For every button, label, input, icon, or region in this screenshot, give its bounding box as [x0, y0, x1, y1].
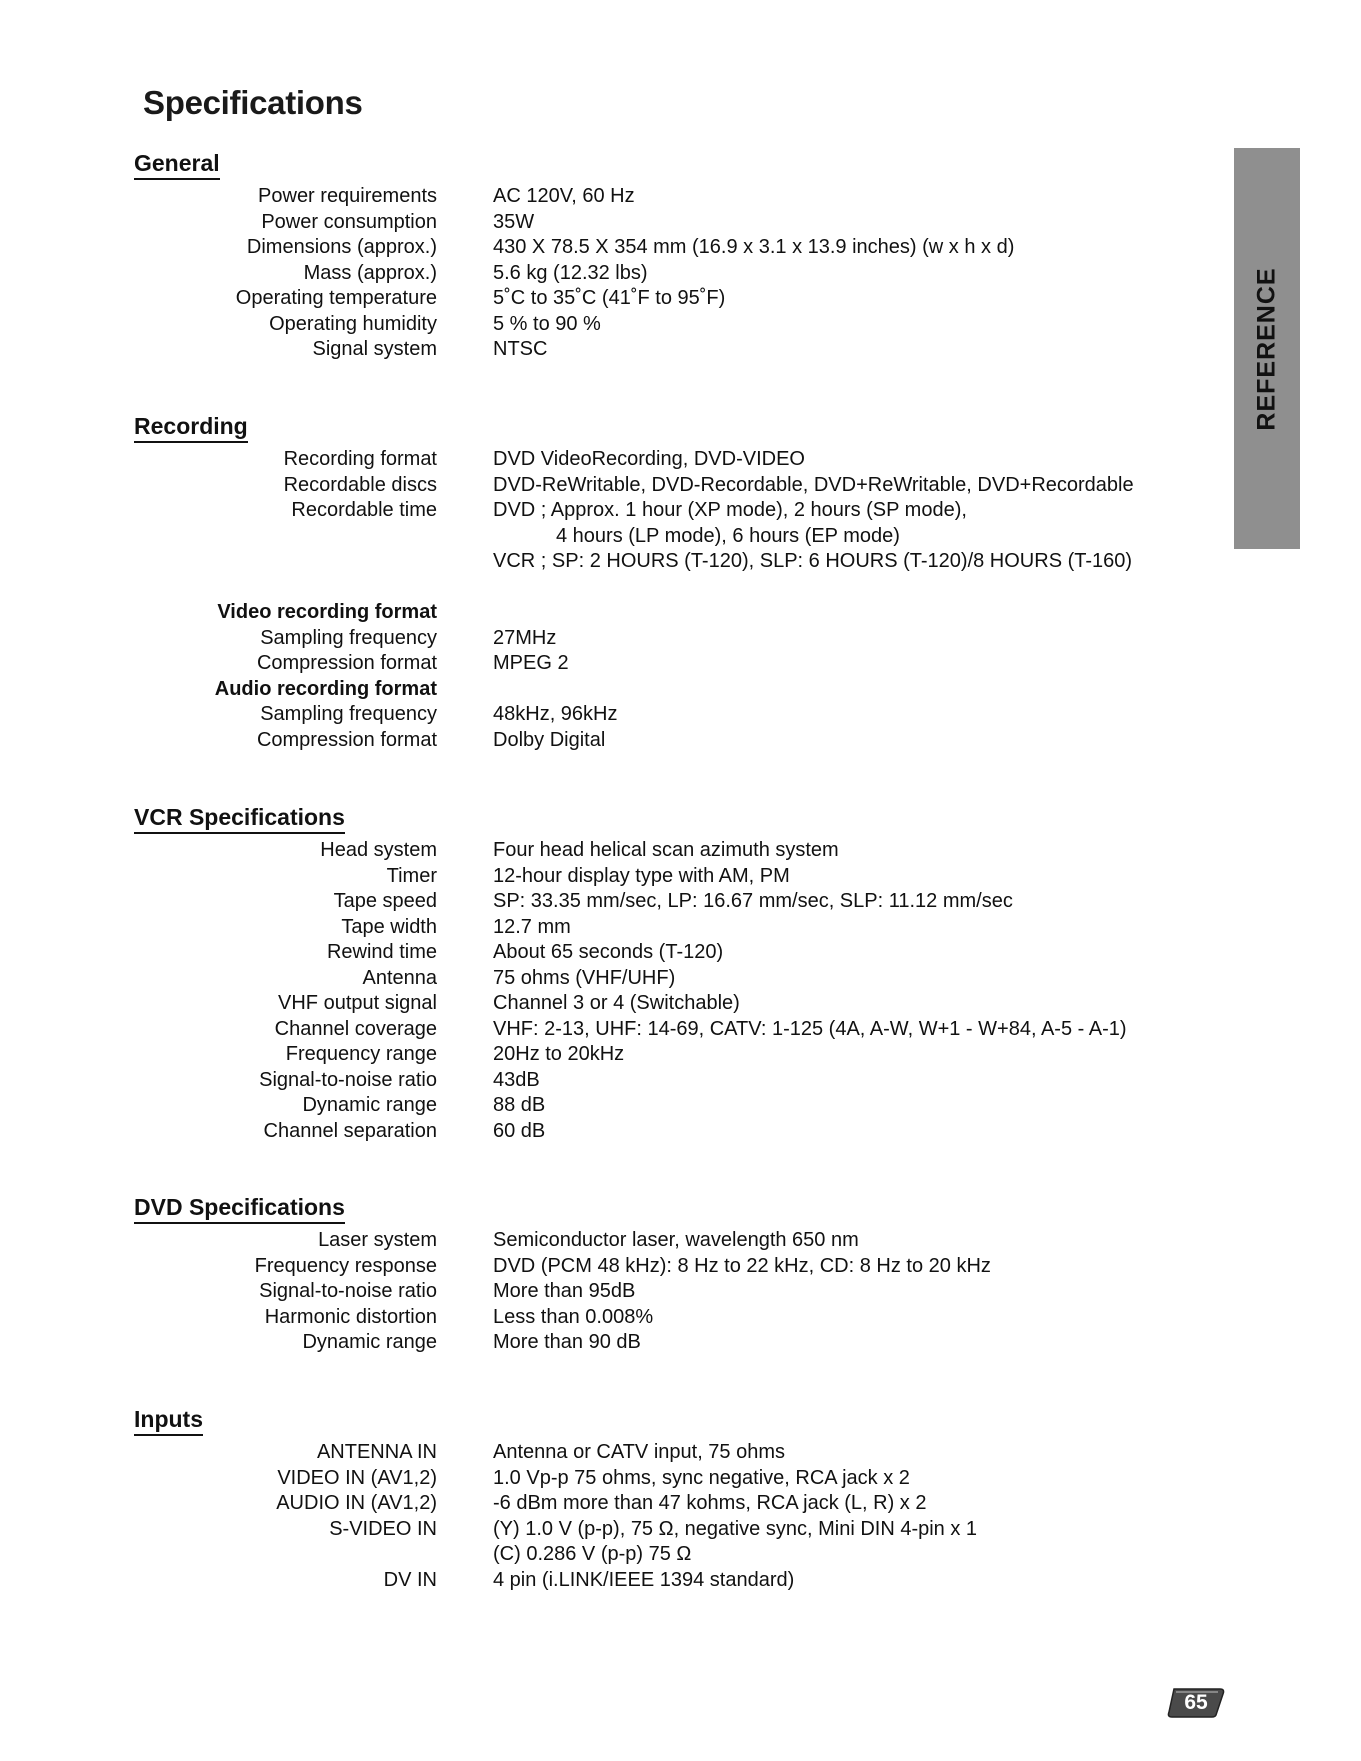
spec-label: Frequency range: [285, 1043, 437, 1065]
spec-row: [0, 991, 1230, 1017]
side-tab-label: REFERENCE: [1252, 266, 1281, 431]
spec-row: [0, 966, 1230, 992]
spec-table-recording-formats: [0, 600, 1230, 753]
spec-label: Harmonic distortion: [264, 1305, 437, 1328]
spec-label: Dynamic range: [302, 1094, 437, 1116]
spec-row: [0, 1491, 1230, 1517]
spec-value: Antenna or CATV input, 75 ohms: [493, 1441, 786, 1463]
spec-value: 12-hour display type with AM, PM: [493, 864, 790, 887]
spec-value: DVD (PCM 48 kHz): 8 Hz to 22 kHz, CD: 8 Hz to 20 kHz: [493, 1254, 991, 1277]
spec-label: Sampling frequency: [260, 626, 437, 649]
spec-label: VIDEO IN (AV1,2): [277, 1466, 437, 1489]
spec-row: [0, 940, 1230, 966]
spec-row: [0, 498, 1230, 524]
spec-value: NTSC: [493, 338, 548, 360]
spec-row: [0, 261, 1230, 287]
spec-row: [0, 677, 1230, 703]
spec-value: Dolby Digital: [493, 728, 606, 751]
spec-label: Operating temperature: [235, 287, 437, 309]
spec-label: Antenna: [362, 966, 437, 989]
spec-value: 5 % to 90 %: [493, 312, 601, 335]
side-tab-reference: [1234, 148, 1300, 549]
spec-value: (C) 0.286 V (p-p) 75 Ω: [493, 1543, 692, 1565]
spec-label: Tape speed: [333, 890, 437, 912]
spec-row: [0, 702, 1230, 728]
spec-label: S-VIDEO IN: [329, 1517, 437, 1540]
spec-row: [0, 915, 1230, 941]
spec-label: Signal-to-noise ratio: [259, 1068, 437, 1091]
spec-row: [0, 312, 1230, 338]
spec-row: [0, 651, 1230, 677]
spec-value: More than 90 dB: [493, 1331, 641, 1353]
spec-row: [0, 1119, 1230, 1145]
spec-value: Semiconductor laser, wavelength 650 nm: [493, 1229, 859, 1251]
spec-value: 75 ohms (VHF/UHF): [493, 966, 676, 989]
spec-label: Compression format: [256, 652, 437, 674]
section-heading-dvd: DVD Specifications: [134, 1192, 345, 1224]
section-heading-general: General: [134, 148, 220, 180]
spec-value: 27MHz: [493, 626, 557, 649]
spec-row: [0, 1228, 1230, 1254]
spec-subheading: Audio recording format: [214, 677, 437, 700]
spec-value: More than 95dB: [493, 1280, 636, 1302]
spec-value: 35W: [493, 210, 535, 233]
spec-value: 88 dB: [493, 1094, 546, 1116]
section-heading-vcr: VCR Specifications: [134, 802, 345, 834]
spec-row: [0, 1440, 1230, 1466]
spec-value: 5˚C to 35˚C (41˚F to 95˚F): [493, 287, 726, 309]
spec-row: [0, 1330, 1230, 1356]
spec-row: [0, 1042, 1230, 1068]
spec-label: Dimensions (approx.): [246, 236, 437, 258]
spec-row: [0, 235, 1230, 261]
spec-label: Recording format: [283, 448, 437, 470]
spec-row: [0, 447, 1230, 473]
spec-table-recording: [0, 447, 1230, 575]
spec-row: [0, 1279, 1230, 1305]
spec-value: AC 120V, 60 Hz: [493, 185, 635, 207]
spec-label: Frequency response: [254, 1254, 437, 1277]
page-title: Specifications: [143, 84, 363, 121]
spec-value: 43dB: [493, 1068, 540, 1091]
spec-row: [0, 549, 1230, 575]
spec-value: SP: 33.35 mm/sec, LP: 16.67 mm/sec, SLP: 11.12 mm/sec: [493, 890, 1013, 912]
spec-value: VCR ; SP: 2 HOURS (T-120), SLP: 6 HOURS (T-120)/8 HOURS (T-160): [493, 550, 1133, 572]
spec-label: Compression format: [256, 728, 437, 751]
spec-row: [0, 184, 1230, 210]
spec-label: AUDIO IN (AV1,2): [276, 1492, 437, 1514]
spec-value: 60 dB: [493, 1119, 546, 1142]
spec-label: Power requirements: [258, 185, 437, 207]
spec-label: DV IN: [383, 1568, 437, 1591]
spec-label: Recordable time: [291, 499, 437, 521]
spec-value: DVD VideoRecording, DVD-VIDEO: [493, 448, 805, 470]
spec-label: Operating humidity: [269, 312, 437, 335]
spec-value: 1.0 Vp-p 75 ohms, sync negative, RCA jack x 2: [493, 1466, 910, 1489]
spec-value: DVD ; Approx. 1 hour (XP mode), 2 hours (SP mode),: [493, 499, 967, 521]
spec-row: [0, 1305, 1230, 1331]
spec-label: Head system: [320, 839, 437, 861]
spec-label: Timer: [386, 864, 437, 887]
section-heading-recording: Recording: [134, 411, 248, 443]
spec-label: Mass (approx.): [303, 261, 437, 284]
page-number: 65: [1184, 1691, 1208, 1714]
spec-value: 48kHz, 96kHz: [493, 703, 618, 725]
spec-value: About 65 seconds (T-120): [493, 941, 724, 963]
spec-subheading: Video recording format: [217, 601, 437, 623]
spec-value: 20Hz to 20kHz: [493, 1043, 625, 1065]
spec-value: 4 hours (LP mode), 6 hours (EP mode): [556, 524, 900, 547]
spec-value: 4 pin (i.LINK/IEEE 1394 standard): [493, 1568, 795, 1591]
spec-value: MPEG 2: [493, 652, 569, 674]
spec-row: [0, 1068, 1230, 1094]
spec-row: [0, 1466, 1230, 1492]
spec-row: [0, 864, 1230, 890]
spec-label: Recordable discs: [283, 473, 437, 496]
spec-label: Signal system: [312, 338, 437, 360]
spec-row: [0, 1254, 1230, 1280]
spec-row: [0, 286, 1230, 312]
spec-label: Channel separation: [263, 1119, 437, 1142]
spec-row: [0, 1093, 1230, 1119]
section-heading-inputs: Inputs: [134, 1404, 203, 1436]
spec-row: [0, 1568, 1230, 1594]
spec-label: Laser system: [318, 1229, 437, 1251]
spec-row: [0, 1017, 1230, 1043]
spec-row: [0, 600, 1230, 626]
spec-table-inputs: [0, 1440, 1230, 1593]
spec-label: Dynamic range: [302, 1331, 437, 1353]
spec-table-general: [0, 184, 1230, 363]
spec-row: [0, 210, 1230, 236]
spec-value: (Y) 1.0 V (p-p), 75 Ω, negative sync, Mini DIN 4-pin x 1: [493, 1517, 978, 1540]
spec-label: Tape width: [341, 915, 437, 938]
spec-label: Power consumption: [261, 210, 437, 233]
spec-value: Less than 0.008%: [493, 1305, 654, 1328]
spec-row: [0, 473, 1230, 499]
spec-label: ANTENNA IN: [316, 1441, 437, 1463]
spec-label: Signal-to-noise ratio: [259, 1280, 437, 1302]
spec-row: [0, 1517, 1230, 1543]
spec-row: [0, 889, 1230, 915]
spec-label: Sampling frequency: [260, 703, 437, 725]
spec-value: 12.7 mm: [493, 915, 571, 938]
spec-value: -6 dBm more than 47 kohms, RCA jack (L, R) x 2: [493, 1492, 927, 1514]
spec-value: 5.6 kg (12.32 lbs): [493, 261, 648, 284]
spec-row: [0, 1542, 1230, 1568]
spec-value: VHF: 2-13, UHF: 14-69, CATV: 1-125 (4A, A-W, W+1 - W+84, A-5 - A-1): [493, 1017, 1127, 1040]
spec-label: VHF output signal: [278, 992, 437, 1014]
spec-row: [0, 524, 1230, 550]
spec-table-vcr: [0, 838, 1230, 1144]
spec-value: Four head helical scan azimuth system: [493, 839, 839, 861]
spec-row: [0, 838, 1230, 864]
spec-row: [0, 728, 1230, 754]
spec-value: Channel 3 or 4 (Switchable): [493, 992, 740, 1014]
spec-row: [0, 626, 1230, 652]
spec-value: 430 X 78.5 X 354 mm (16.9 x 3.1 x 13.9 inches) (w x h x d): [493, 236, 1015, 258]
spec-row: [0, 337, 1230, 363]
page-number-badge: [1166, 1686, 1226, 1720]
spec-label: Rewind time: [326, 941, 437, 963]
spec-table-dvd: [0, 1228, 1230, 1356]
spec-label: Channel coverage: [274, 1017, 437, 1040]
spec-value: DVD-ReWritable, DVD-Recordable, DVD+ReWritable, DVD+Recordable: [493, 473, 1134, 496]
